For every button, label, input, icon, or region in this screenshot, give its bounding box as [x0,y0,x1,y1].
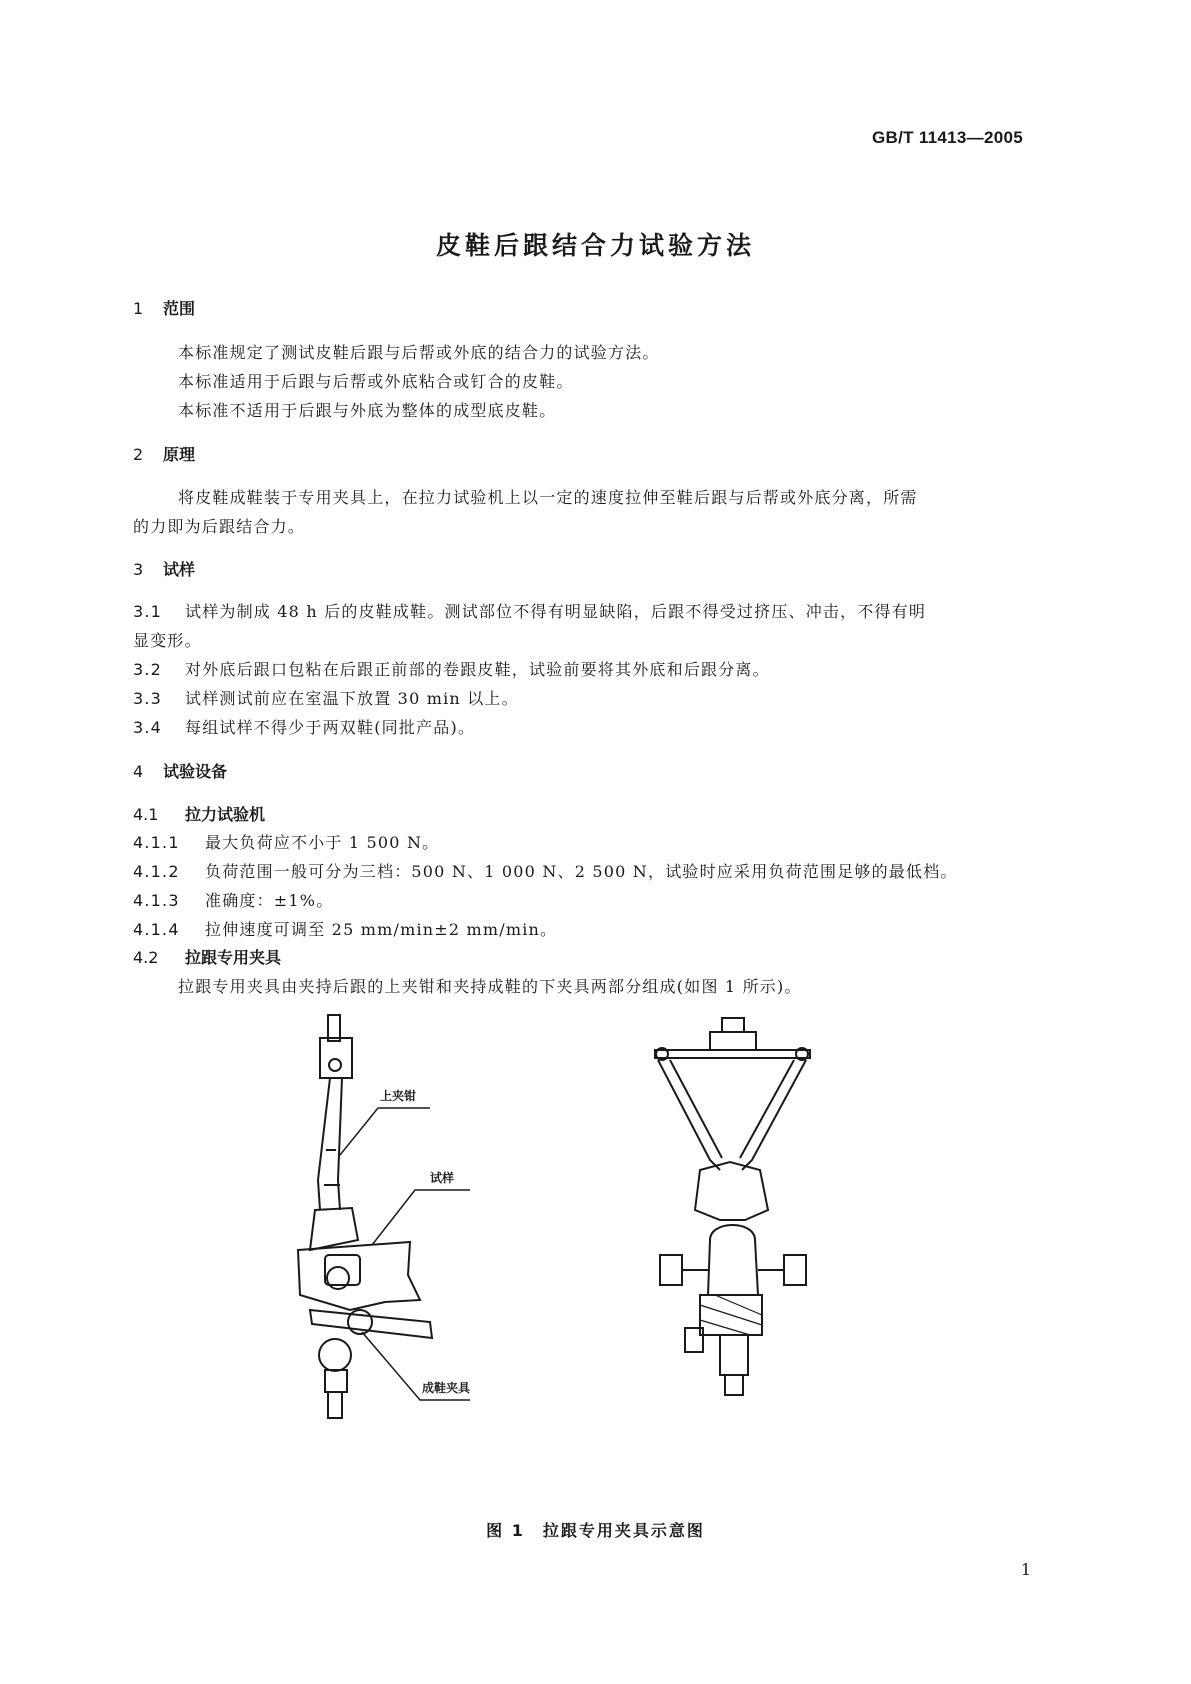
clause-number: 4.2 [133,948,159,967]
subsection-4-2-heading [133,945,281,968]
clause-4-1-4 [133,917,557,940]
section-number: 2 [133,445,144,464]
section-number: 1 [133,299,144,318]
section-3-heading [133,557,195,580]
clause-4-1-2 [133,859,958,882]
clause-4-1-1 [133,830,439,853]
clause-3-2 [133,657,770,680]
paragraph: 本标准规定了测试皮鞋后跟与后帮或外底的结合力的试验方法。 [178,343,660,362]
clause-text: 拉伸速度可调至 25 mm/min±2 mm/min。 [205,920,558,939]
subsection-4-1-heading [133,802,265,825]
section-title: 原理 [163,445,196,464]
paragraph: 本标准适用于后跟与后帮或外底粘合或钉合的皮鞋。 [178,372,574,391]
top-bracket [722,1018,744,1032]
clause-number: 4.1 [133,805,159,824]
clause-text: 对外底后跟口包粘在后跟正前部的卷跟皮鞋，试验前要将其外底和后跟分离。 [185,660,770,679]
subsection-title: 拉跟专用夹具 [185,948,282,967]
clause-number: 4.1.3 [133,891,180,910]
clause-number: 3.2 [133,660,163,679]
clause-text: 最大负荷应不小于 1 500 N。 [205,833,440,852]
figure-caption: 图 1 拉跟专用夹具示意图 [486,1521,705,1540]
lower-stem [720,1335,748,1375]
lower-knob [319,1339,351,1371]
clause-3-1 [133,599,926,622]
subsection-title: 拉力试验机 [185,805,266,824]
right-arm [740,1060,806,1170]
section-1-heading [133,296,195,319]
clause-number: 4.1.4 [133,920,180,939]
clause-number: 3.4 [133,718,163,737]
clause-3-4 [133,715,475,738]
paragraph: 将皮鞋成鞋装于专用夹具上，在拉力试验机上以一定的速度拉伸至鞋后跟与后帮或外底分离，所需 [178,488,918,507]
section-number: 4 [133,762,144,781]
clause-text: 试样为制成 48 h 后的皮鞋成鞋。测试部位不得有明显缺陷，后跟不得受过挤压、冲击，不得有明 [185,602,927,621]
crossbar [655,1050,810,1058]
section-number: 3 [133,560,144,579]
paragraph: 本标准不适用于后跟与外底为整体的成型底皮鞋。 [178,401,557,420]
paragraph-continuation: 的力即为后跟结合力。 [133,517,306,536]
right-fixture-drawing [655,1018,810,1395]
label-upper-clamp: 上夹钳 [380,1089,417,1103]
document-title: 皮鞋后跟结合力试验方法 [435,231,755,260]
upper-clamp-arms [318,1078,342,1210]
standard-number: GB/T 11413—2005 [872,128,1023,147]
left-arm [658,1060,722,1170]
clause-number: 3.3 [133,689,163,708]
clause-number: 4.1.2 [133,862,180,881]
label-sample: 试样 [430,1171,455,1185]
clause-continuation: 显变形。 [133,631,202,650]
clause-text: 每组试样不得少于两双鞋(同批产品)。 [185,718,476,737]
clause-3-3 [133,686,519,709]
lower-rod [328,1392,342,1418]
heel-block [310,1208,358,1250]
top-block [320,1038,352,1078]
clause-4-1-3 [133,888,333,911]
clause-number: 4.1.1 [133,833,180,852]
clause-text: 负荷范围一般可分为三档：500 N、1 000 N、2 500 N，试验时应采用负荷范围足够的最低档。 [205,862,958,881]
section-title: 范围 [163,299,196,318]
section-title: 试样 [163,560,196,579]
paragraph: 拉跟专用夹具由夹持后跟的上夹钳和夹持成鞋的下夹具两部分组成(如图 1 所示)。 [178,977,802,996]
label-shoe-clamp: 成鞋夹具 [422,1381,471,1395]
jaws [695,1162,768,1220]
page-number: 1 [1020,1560,1031,1579]
left-knob [660,1255,682,1285]
clause-text: 准确度：±1%。 [205,891,334,910]
section-4-heading [133,759,227,782]
right-knob [784,1255,806,1285]
clause-text: 试样测试前应在室温下放置 30 min 以上。 [185,689,519,708]
heel-grip [708,1225,758,1295]
left-fixture-drawing [298,1015,470,1418]
section-2-heading [133,442,195,465]
figure-1-drawing [290,1010,930,1510]
clause-number: 3.1 [133,602,163,621]
section-title: 试验设备 [163,762,228,781]
